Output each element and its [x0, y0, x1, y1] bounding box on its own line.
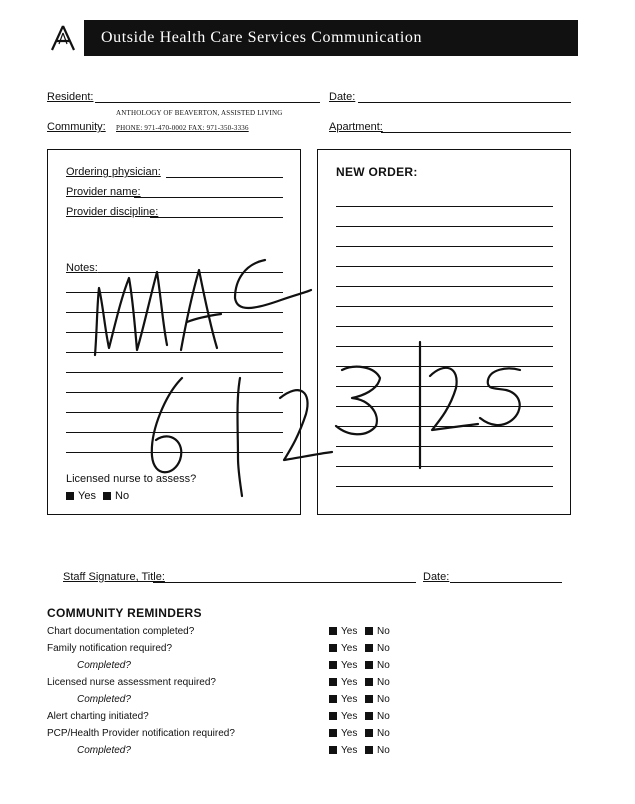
notes-line[interactable]	[98, 272, 283, 273]
reminder-no-checkbox[interactable]	[365, 711, 390, 722]
reminder-label: PCP/Health Provider notification required?	[47, 728, 235, 739]
reminder-label: Completed?	[77, 660, 131, 671]
checkbox-icon	[365, 678, 373, 686]
order-line[interactable]	[336, 386, 553, 387]
checkbox-icon	[365, 729, 373, 737]
notes-line[interactable]	[66, 372, 283, 373]
date-label: Date:	[329, 91, 356, 103]
notes-line[interactable]	[66, 332, 283, 333]
order-line[interactable]	[336, 206, 553, 207]
order-line[interactable]	[336, 466, 553, 467]
licensed-nurse-label: Licensed nurse to assess?	[66, 473, 197, 485]
community-name: ANTHOLOGY OF BEAVERTON, ASSISTED LIVING	[116, 109, 283, 117]
yes-label: Yes	[78, 490, 96, 502]
reminder-yes-checkbox[interactable]	[329, 626, 357, 637]
reminder-yes-checkbox[interactable]	[329, 711, 357, 722]
checkbox-icon	[365, 644, 373, 652]
no-label: No	[377, 711, 390, 722]
order-line[interactable]	[336, 286, 553, 287]
yes-label: Yes	[341, 643, 358, 654]
notes-line[interactable]	[66, 432, 283, 433]
reminder-label: Chart documentation completed?	[47, 626, 195, 637]
reminder-no-checkbox[interactable]	[365, 626, 390, 637]
order-line[interactable]	[336, 326, 553, 327]
nurse-no-checkbox[interactable]	[103, 490, 129, 502]
resident-label: Resident:	[47, 91, 94, 103]
reminder-label: Alert charting initiated?	[47, 711, 149, 722]
reminder-label: Completed?	[77, 745, 131, 756]
resident-field[interactable]	[95, 102, 320, 103]
yes-label: Yes	[341, 745, 358, 756]
order-line[interactable]	[336, 366, 553, 367]
no-label: No	[377, 728, 390, 739]
reminder-label: Licensed nurse assessment required?	[47, 677, 216, 688]
reminder-yes-checkbox[interactable]	[329, 694, 357, 705]
notes-line[interactable]	[66, 392, 283, 393]
notes-label: Notes:	[66, 262, 98, 274]
ordering-physician-label: Ordering physician:	[66, 166, 161, 178]
apartment-label: Apartment:	[329, 121, 383, 133]
reminder-no-checkbox[interactable]	[365, 745, 390, 756]
checkbox-icon	[365, 712, 373, 720]
staff-signature-field[interactable]	[153, 582, 416, 583]
yes-label: Yes	[341, 728, 358, 739]
checkbox-icon	[365, 746, 373, 754]
reminder-label: Completed?	[77, 694, 131, 705]
staff-signature-label: Staff Signature, Title:	[63, 571, 165, 583]
order-line[interactable]	[336, 406, 553, 407]
ordering-physician-field[interactable]	[166, 177, 283, 178]
reminder-yes-checkbox[interactable]	[329, 728, 357, 739]
order-line[interactable]	[336, 486, 553, 487]
provider-name-field[interactable]	[134, 197, 283, 198]
date-field[interactable]	[358, 102, 571, 103]
no-label: No	[377, 660, 390, 671]
reminder-no-checkbox[interactable]	[365, 643, 390, 654]
provider-discipline-label: Provider discipline:	[66, 206, 159, 218]
checkbox-icon	[329, 712, 337, 720]
checkbox-icon	[365, 627, 373, 635]
no-label: No	[377, 677, 390, 688]
yes-label: Yes	[341, 711, 358, 722]
notes-line[interactable]	[66, 292, 283, 293]
anthology-a-icon	[48, 24, 78, 52]
reminder-yes-checkbox[interactable]	[329, 677, 357, 688]
checkbox-icon	[329, 729, 337, 737]
signature-date-label: Date:	[423, 571, 450, 583]
reminder-yes-checkbox[interactable]	[329, 745, 357, 756]
checkbox-icon	[103, 492, 111, 500]
order-line[interactable]	[336, 346, 553, 347]
reminder-yes-checkbox[interactable]	[329, 660, 357, 671]
checkbox-icon	[365, 695, 373, 703]
checkbox-icon	[365, 661, 373, 669]
notes-line[interactable]	[66, 312, 283, 313]
new-order-panel	[317, 149, 571, 515]
checkbox-icon	[329, 746, 337, 754]
order-line[interactable]	[336, 226, 553, 227]
provider-name-label: Provider name:	[66, 186, 141, 198]
reminder-no-checkbox[interactable]	[365, 677, 390, 688]
no-label: No	[377, 643, 390, 654]
notes-line[interactable]	[66, 412, 283, 413]
signature-date-field[interactable]	[450, 582, 562, 583]
yes-label: Yes	[341, 660, 358, 671]
reminder-no-checkbox[interactable]	[365, 728, 390, 739]
form-title-banner: Outside Health Care Services Communication	[84, 20, 578, 56]
reminder-no-checkbox[interactable]	[365, 694, 390, 705]
order-line[interactable]	[336, 426, 553, 427]
apartment-field[interactable]	[381, 132, 571, 133]
checkbox-icon	[66, 492, 74, 500]
reminder-yes-checkbox[interactable]	[329, 643, 357, 654]
community-phone: PHONE: 971-470-0002 FAX: 971-350-3336	[116, 124, 249, 132]
notes-line[interactable]	[66, 452, 283, 453]
provider-discipline-field[interactable]	[150, 217, 283, 218]
checkbox-icon	[329, 661, 337, 669]
reminders-heading: COMMUNITY REMINDERS	[47, 606, 202, 620]
yes-label: Yes	[341, 626, 358, 637]
order-line[interactable]	[336, 246, 553, 247]
community-label: Community:	[47, 121, 106, 133]
no-label: No	[377, 626, 390, 637]
notes-line[interactable]	[66, 352, 283, 353]
yes-label: Yes	[341, 677, 358, 688]
nurse-yes-checkbox[interactable]	[66, 490, 96, 502]
no-label: No	[377, 745, 390, 756]
reminder-no-checkbox[interactable]	[365, 660, 390, 671]
new-order-label: NEW ORDER:	[336, 165, 418, 179]
yes-label: Yes	[341, 694, 358, 705]
checkbox-icon	[329, 695, 337, 703]
checkbox-icon	[329, 627, 337, 635]
order-line[interactable]	[336, 306, 553, 307]
no-label: No	[377, 694, 390, 705]
no-label: No	[115, 490, 130, 502]
order-line[interactable]	[336, 446, 553, 447]
reminder-label: Family notification required?	[47, 643, 173, 654]
order-line[interactable]	[336, 266, 553, 267]
checkbox-icon	[329, 678, 337, 686]
checkbox-icon	[329, 644, 337, 652]
